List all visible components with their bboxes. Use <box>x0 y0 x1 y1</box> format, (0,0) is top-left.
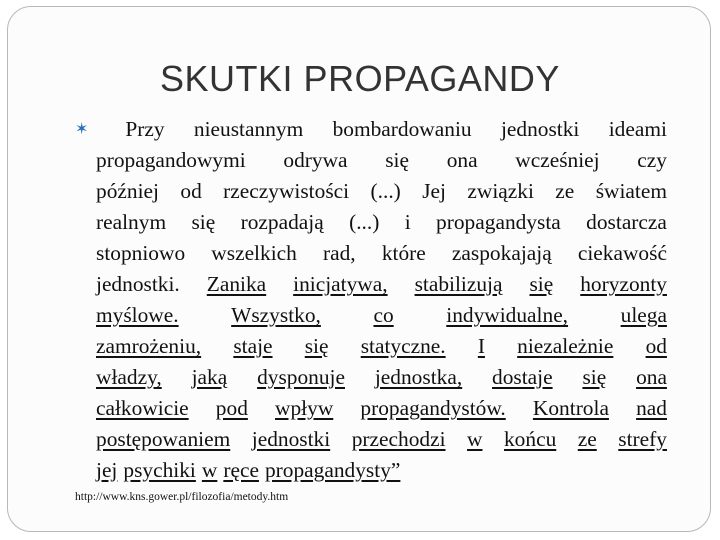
text-line <box>75 269 667 300</box>
word: stabilizują <box>414 272 503 296</box>
word: dostarcza <box>586 210 667 234</box>
word: od <box>645 334 667 358</box>
word: staje <box>233 334 273 358</box>
word: indywidualne, <box>446 303 569 327</box>
text-line <box>75 455 667 486</box>
word: jednostki <box>500 117 580 141</box>
word: postępowaniem <box>96 427 231 451</box>
text-line <box>75 114 667 145</box>
word: jaką <box>191 365 228 389</box>
word: wcześniej <box>515 148 600 172</box>
word: jednostki <box>251 427 331 451</box>
word: horyzonty <box>580 272 667 296</box>
word: statyczne. <box>360 334 446 358</box>
word: się <box>582 365 607 389</box>
word: Zanika <box>206 272 267 296</box>
word: nad <box>636 396 667 420</box>
text-line <box>75 331 667 362</box>
word: wszelkich <box>211 241 297 265</box>
text-line <box>75 362 667 393</box>
quote-text <box>75 114 667 486</box>
word: propagandysta <box>436 210 561 234</box>
word: ze <box>577 427 597 451</box>
word: rozpadają <box>240 210 324 234</box>
word: myślowe. <box>96 303 179 327</box>
word: jej <box>96 458 118 482</box>
word: rad, <box>322 241 356 265</box>
text-line <box>75 393 667 424</box>
word: od <box>180 179 202 203</box>
word: (...) <box>349 210 380 234</box>
word: związki <box>467 179 534 203</box>
word: propagandysty” <box>264 458 401 482</box>
text-line <box>75 424 667 455</box>
word: się <box>385 148 409 172</box>
word: całkowicie <box>96 396 189 420</box>
word: zamrożeniu, <box>96 334 202 358</box>
word: odrywa <box>283 148 348 172</box>
word: co <box>373 303 394 327</box>
word: ze <box>555 179 575 203</box>
word: ona <box>636 365 667 389</box>
word: wpływ <box>275 396 334 420</box>
word: I <box>477 334 485 358</box>
word: się <box>529 272 554 296</box>
word: w <box>467 427 483 451</box>
word: i <box>404 210 411 234</box>
text-line <box>75 207 667 238</box>
bullet-icon: ✶ <box>75 121 89 138</box>
word: bombardowaniu <box>332 117 472 141</box>
word: nieustannym <box>193 117 304 141</box>
word: się <box>304 334 329 358</box>
word: Wszystko, <box>231 303 321 327</box>
word: czy <box>637 148 667 172</box>
word: realnym <box>96 210 167 234</box>
word: później <box>96 179 159 203</box>
word: ciekawość <box>577 241 667 265</box>
word: stopniowo <box>96 241 186 265</box>
word: Kontrola <box>532 396 609 420</box>
text-line <box>75 145 667 176</box>
word: ręce <box>223 458 259 482</box>
word: ulega <box>620 303 667 327</box>
word: strefy <box>618 427 667 451</box>
word: się <box>191 210 216 234</box>
word: psychiki <box>123 458 196 482</box>
word: zaspokajają <box>451 241 552 265</box>
word: dysponuje <box>257 365 345 389</box>
word: końcu <box>503 427 557 451</box>
word: które <box>381 241 426 265</box>
word: rzeczywistości <box>223 179 350 203</box>
word: dostaje <box>492 365 553 389</box>
word: propagandystów. <box>360 396 506 420</box>
source-url: http://www.kns.gower.pl/filozofia/metody.htm <box>75 491 289 503</box>
word: pod <box>215 396 248 420</box>
word: w <box>201 458 218 482</box>
word: propagandowymi <box>96 148 246 172</box>
text-line <box>75 238 667 269</box>
word: Jej <box>422 179 446 203</box>
word: światem <box>595 179 667 203</box>
word: władzy, <box>96 365 162 389</box>
word: jednostka, <box>374 365 463 389</box>
word: (...) <box>370 179 401 203</box>
word: jednostki. <box>96 272 180 296</box>
word: niezależnie <box>517 334 614 358</box>
text-line <box>75 300 667 331</box>
word: inicjatywa, <box>293 272 388 296</box>
word: ona <box>446 148 478 172</box>
word: przechodzi <box>351 427 446 451</box>
slide-title: SKUTKI PROPAGANDY <box>160 58 560 99</box>
word: ideami <box>608 117 667 141</box>
text-line <box>75 176 667 207</box>
word: Przy <box>125 117 165 141</box>
